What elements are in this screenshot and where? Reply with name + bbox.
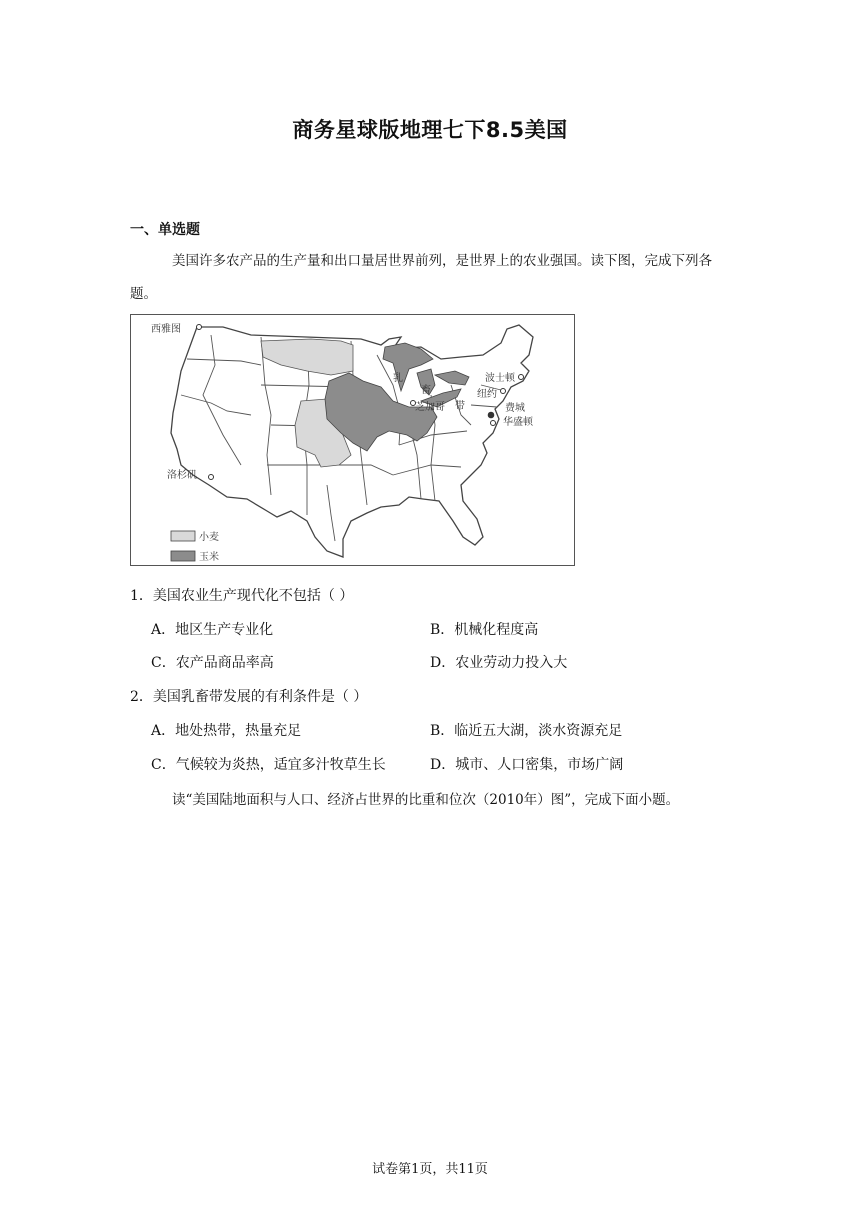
label-seattle: 西雅图 — [151, 324, 181, 335]
question-2-option-b: B．临近五大湖，淡水资源充足 — [430, 723, 623, 739]
question-1-stem: 1．美国农业生产现代化不包括（ ） — [130, 588, 354, 604]
label-new-york: 纽约 — [477, 389, 497, 400]
label-philadelphia: 费城 — [505, 403, 525, 414]
intro-paragraph: 美国许多农产品的生产量和出口量居世界前列，是世界上的农业强国。读下图，完成下列各题。 — [130, 253, 712, 302]
question-1-option-d: D．农业劳动力投入大 — [430, 655, 568, 671]
question-1-option-b: B．机械化程度高 — [430, 622, 539, 638]
legend-corn-swatch — [171, 551, 195, 561]
label-dairy-char-2: 畜 — [421, 385, 431, 396]
label-los-angeles: 洛杉矶 — [167, 470, 197, 481]
reading-instruction: 读“美国陆地面积与人口、经济占世界的比重和位次（2010年）图”，完成下面小题。 — [172, 792, 680, 808]
question-1-option-c: C．农产品商品率高 — [151, 655, 274, 671]
label-dairy-char-1: 乳 — [393, 373, 403, 384]
legend-wheat-swatch — [171, 531, 195, 541]
question-2-stem: 2．美国乳畜带发展的有利条件是（ ） — [130, 689, 368, 705]
label-boston: 波士顿 — [485, 373, 515, 384]
question-2-option-d: D．城市、人口密集，市场广阔 — [430, 757, 624, 773]
question-2-option-c: C．气候较为炎热，适宜多汁牧草生长 — [151, 757, 386, 773]
question-1-option-a: A．地区生产专业化 — [151, 622, 274, 638]
map-svg — [131, 315, 574, 565]
legend-wheat-label: 小麦 — [199, 532, 219, 543]
document-title: 商务星球版地理七下8.5美国 — [292, 118, 568, 142]
legend-corn-label: 玉米 — [199, 552, 219, 563]
usa-agriculture-map — [130, 314, 575, 566]
label-chicago: 芝加哥 — [415, 402, 445, 413]
question-2-option-a: A．地处热带，热量充足 — [151, 723, 302, 739]
section-heading: 一、单选题 — [130, 222, 200, 238]
page-footer: 试卷第1页，共11页 — [372, 1162, 488, 1177]
label-dairy-char-3: 带 — [455, 401, 465, 412]
label-washington: 华盛顿 — [503, 417, 533, 428]
